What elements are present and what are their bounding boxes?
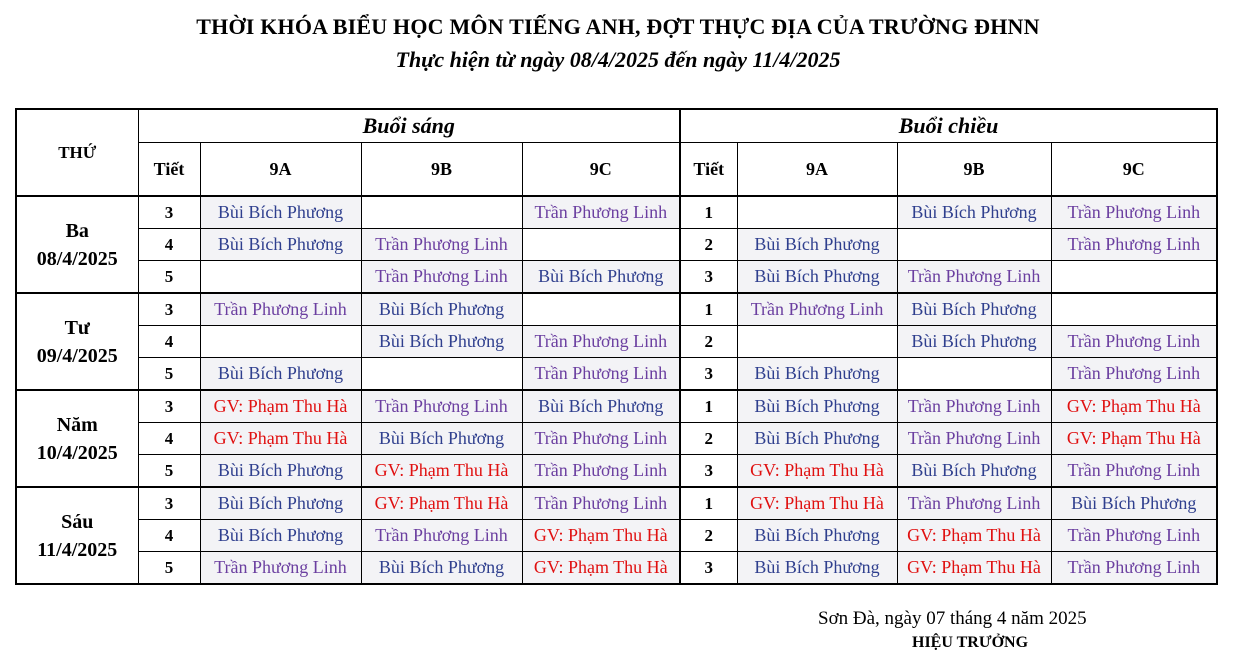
empty-cell — [361, 196, 522, 229]
table-row — [16, 196, 1217, 229]
header-afternoon: Buổi chiều — [680, 109, 1217, 143]
period-number: 1 — [680, 293, 737, 326]
lesson-cell: Bùi Bích Phương — [200, 455, 361, 488]
table-row — [16, 261, 1217, 294]
lesson-cell: Bùi Bích Phương — [737, 358, 897, 391]
period-number: 3 — [138, 196, 200, 229]
timetable — [15, 108, 1218, 585]
place-date: Sơn Đà, ngày 07 tháng 4 năm 2025 — [818, 608, 1087, 629]
table-row — [16, 423, 1217, 455]
lesson-cell: Trần Phương Linh — [737, 293, 897, 326]
table-row — [16, 229, 1217, 261]
header-class-9a-morning: 9A — [200, 143, 361, 197]
period-number: 3 — [138, 390, 200, 423]
day-cell — [16, 196, 138, 293]
period-number: 5 — [138, 455, 200, 488]
period-number: 3 — [680, 261, 737, 294]
lesson-cell: Bùi Bích Phương — [897, 293, 1051, 326]
lesson-cell: GV: Phạm Thu Hà — [361, 455, 522, 488]
lesson-cell: Trần Phương Linh — [897, 423, 1051, 455]
day-cell — [16, 487, 138, 584]
day-name: Ba — [65, 219, 89, 242]
lesson-cell: Trần Phương Linh — [361, 229, 522, 261]
lesson-cell: GV: Phạm Thu Hà — [1051, 390, 1217, 423]
empty-cell — [361, 358, 522, 391]
lesson-cell: Bùi Bích Phương — [737, 390, 897, 423]
day-date: 09/4/2025 — [36, 344, 118, 367]
lesson-cell: Trần Phương Linh — [522, 487, 680, 520]
lesson-cell: Trần Phương Linh — [1051, 326, 1217, 358]
empty-cell — [200, 326, 361, 358]
lesson-cell: Trần Phương Linh — [522, 358, 680, 391]
lesson-cell: GV: Phạm Thu Hà — [361, 487, 522, 520]
period-number: 4 — [138, 229, 200, 261]
lesson-cell: GV: Phạm Thu Hà — [1051, 423, 1217, 455]
lesson-cell: Trần Phương Linh — [522, 423, 680, 455]
empty-cell — [522, 293, 680, 326]
lesson-cell: Trần Phương Linh — [522, 455, 680, 488]
empty-cell — [737, 196, 897, 229]
lesson-cell: Trần Phương Linh — [200, 293, 361, 326]
period-number: 3 — [680, 552, 737, 585]
header-class-9a-afternoon: 9A — [737, 143, 897, 197]
day-date: 08/4/2025 — [36, 247, 118, 270]
lesson-cell: Trần Phương Linh — [1051, 229, 1217, 261]
period-number: 2 — [680, 229, 737, 261]
period-number: 5 — [138, 552, 200, 585]
lesson-cell: Trần Phương Linh — [1051, 455, 1217, 488]
lesson-cell: Bùi Bích Phương — [361, 326, 522, 358]
lesson-cell: GV: Phạm Thu Hà — [200, 423, 361, 455]
lesson-cell: Trần Phương Linh — [1051, 358, 1217, 391]
lesson-cell: Bùi Bích Phương — [200, 358, 361, 391]
lesson-cell: GV: Phạm Thu Hà — [522, 552, 680, 585]
lesson-cell: Bùi Bích Phương — [361, 423, 522, 455]
table-row — [16, 552, 1217, 585]
header-tiet-morning: Tiết — [138, 143, 200, 197]
lesson-cell: Bùi Bích Phương — [737, 229, 897, 261]
lesson-cell: GV: Phạm Thu Hà — [522, 520, 680, 552]
lesson-cell: Trần Phương Linh — [897, 261, 1051, 294]
table-row — [16, 390, 1217, 423]
day-date: 10/4/2025 — [36, 441, 118, 464]
table-row — [16, 520, 1217, 552]
period-number: 1 — [680, 390, 737, 423]
lesson-cell: Bùi Bích Phương — [897, 196, 1051, 229]
lesson-cell: Trần Phương Linh — [361, 520, 522, 552]
period-number: 3 — [138, 487, 200, 520]
lesson-cell: Trần Phương Linh — [361, 390, 522, 423]
lesson-cell: Bùi Bích Phương — [737, 261, 897, 294]
header-class-9c-afternoon: 9C — [1051, 143, 1217, 197]
lesson-cell: Trần Phương Linh — [1051, 196, 1217, 229]
lesson-cell: GV: Phạm Thu Hà — [200, 390, 361, 423]
table-row — [16, 487, 1217, 520]
lesson-cell: Bùi Bích Phương — [737, 520, 897, 552]
table-row — [16, 293, 1217, 326]
period-number: 2 — [680, 520, 737, 552]
document-subtitle: Thực hiện từ ngày 08/4/2025 đến ngày 11/4/2025 — [395, 47, 841, 72]
period-number: 3 — [680, 358, 737, 391]
period-number: 2 — [680, 423, 737, 455]
lesson-cell: Bùi Bích Phương — [200, 520, 361, 552]
day-cell — [16, 293, 138, 390]
empty-cell — [737, 326, 897, 358]
period-number: 5 — [138, 261, 200, 294]
header-tiet-afternoon: Tiết — [680, 143, 737, 197]
period-number: 1 — [680, 196, 737, 229]
period-number: 1 — [680, 487, 737, 520]
lesson-cell: Bùi Bích Phương — [737, 552, 897, 585]
lesson-cell: Trần Phương Linh — [897, 390, 1051, 423]
lesson-cell: GV: Phạm Thu Hà — [897, 520, 1051, 552]
header-class-9c-morning: 9C — [522, 143, 680, 197]
table-row — [16, 455, 1217, 488]
lesson-cell: GV: Phạm Thu Hà — [897, 552, 1051, 585]
lesson-cell: Bùi Bích Phương — [200, 487, 361, 520]
document-title: THỜI KHÓA BIỂU HỌC MÔN TIẾNG ANH, ĐỢT THỰC ĐỊA CỦA TRƯỜNG ĐHNN — [196, 14, 1040, 39]
lesson-cell: GV: Phạm Thu Hà — [737, 455, 897, 488]
table-row — [16, 358, 1217, 391]
period-number: 4 — [138, 423, 200, 455]
header-class-9b-morning: 9B — [361, 143, 522, 197]
lesson-cell: Bùi Bích Phương — [200, 229, 361, 261]
lesson-cell: Bùi Bích Phương — [897, 455, 1051, 488]
lesson-cell: Bùi Bích Phương — [361, 552, 522, 585]
header-class-9b-afternoon: 9B — [897, 143, 1051, 197]
lesson-cell: Trần Phương Linh — [361, 261, 522, 294]
period-number: 4 — [138, 326, 200, 358]
empty-cell — [897, 358, 1051, 391]
period-number: 4 — [138, 520, 200, 552]
lesson-cell: Bùi Bích Phương — [522, 261, 680, 294]
lesson-cell: Trần Phương Linh — [522, 196, 680, 229]
lesson-cell: Trần Phương Linh — [897, 487, 1051, 520]
empty-cell — [200, 261, 361, 294]
lesson-cell: Bùi Bích Phương — [361, 293, 522, 326]
header-morning: Buổi sáng — [138, 109, 680, 143]
empty-cell — [1051, 293, 1217, 326]
lesson-cell: Trần Phương Linh — [1051, 520, 1217, 552]
header-thu: THỨ — [16, 109, 138, 196]
empty-cell — [522, 229, 680, 261]
lesson-cell: Trần Phương Linh — [522, 326, 680, 358]
lesson-cell: Bùi Bích Phương — [200, 196, 361, 229]
empty-cell — [1051, 261, 1217, 294]
day-cell — [16, 390, 138, 487]
lesson-cell: Bùi Bích Phương — [737, 423, 897, 455]
day-name: Tư — [64, 316, 90, 339]
table-row — [16, 326, 1217, 358]
lesson-cell: Bùi Bích Phương — [897, 326, 1051, 358]
day-name: Sáu — [61, 510, 94, 533]
signer-title: HIỆU TRƯỞNG — [912, 634, 1029, 651]
day-date: 11/4/2025 — [37, 538, 118, 561]
lesson-cell: Bùi Bích Phương — [1051, 487, 1217, 520]
period-number: 3 — [680, 455, 737, 488]
day-name: Năm — [56, 413, 98, 436]
lesson-cell: GV: Phạm Thu Hà — [737, 487, 897, 520]
period-number: 2 — [680, 326, 737, 358]
lesson-cell: Trần Phương Linh — [200, 552, 361, 585]
period-number: 3 — [138, 293, 200, 326]
empty-cell — [897, 229, 1051, 261]
lesson-cell: Trần Phương Linh — [1051, 552, 1217, 585]
lesson-cell: Bùi Bích Phương — [522, 390, 680, 423]
timetable-body — [16, 196, 1217, 584]
period-number: 5 — [138, 358, 200, 391]
